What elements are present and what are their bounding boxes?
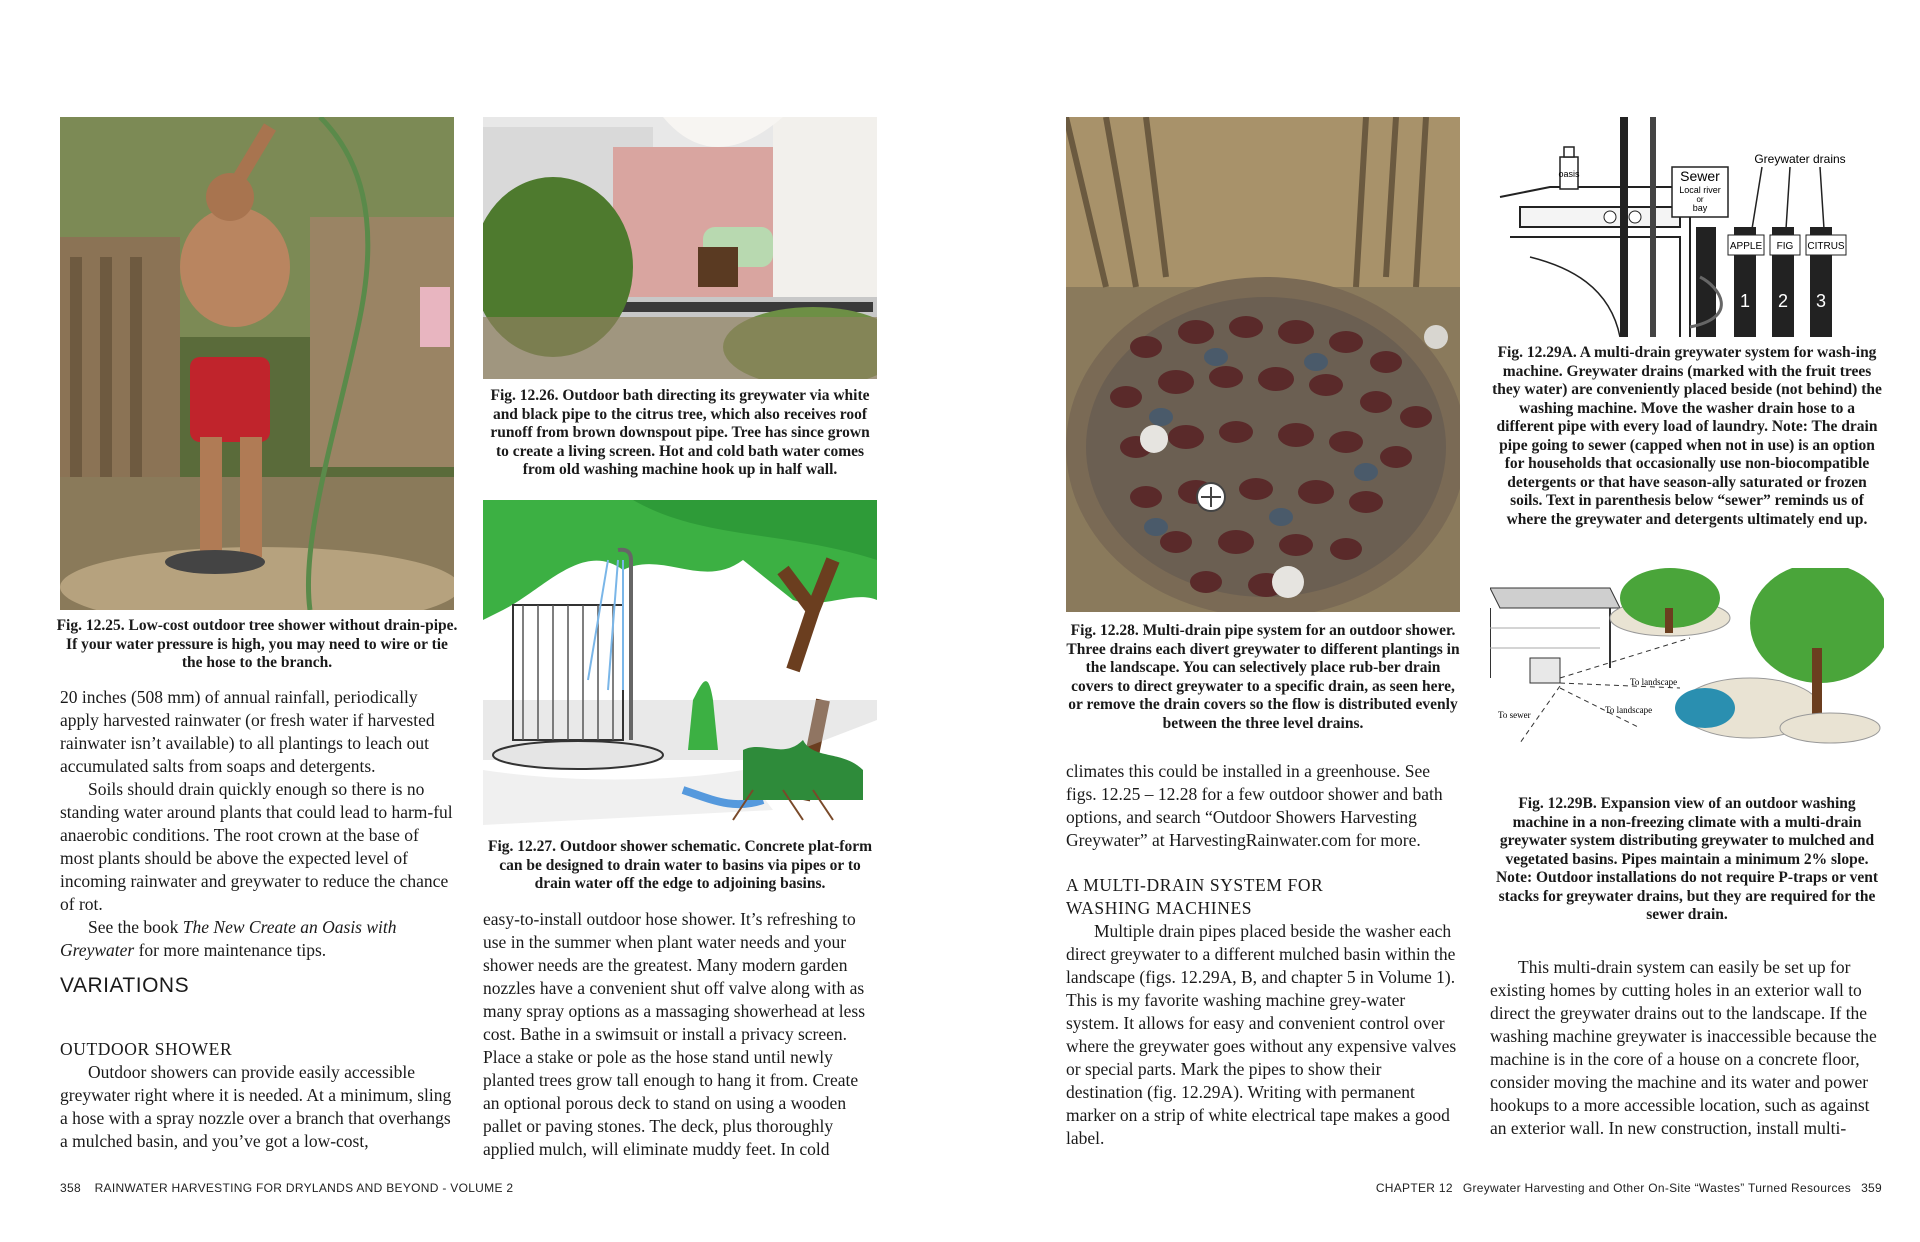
apple-label: APPLE	[1729, 241, 1763, 252]
heading-multidrain-line-2: WASHING MACHINES	[1066, 898, 1253, 918]
to-sewer-label: To sewer	[1498, 710, 1531, 720]
left-footer	[60, 1181, 523, 1195]
left-column-1-lower-text	[60, 1038, 456, 1153]
paragraph: Outdoor showers can provide easily accessible greywater right where it is needed. At a minimum, sling a hose with a spray nozzle over a branch that overhangs a mulched basin, and you’ve got a low-cost,	[60, 1062, 452, 1151]
fig-12-27-caption: Fig. 12.27. Outdoor shower schematic. Concrete plat-form can be designed to drain water to basins via pipes or to drain water off the edge to adjoining basins.	[488, 838, 872, 892]
fig-12-26-caption: Fig. 12.26. Outdoor bath directing its greywater via white and black pipe to the citrus tree, which also receives roof runoff from brown downspout pipe. Tree has since grown to create a living screen. Hot and cold bath water comes from old washing machine hook up in half wall.	[490, 387, 870, 478]
heading-multidrain-line-1: A MULTI-DRAIN SYSTEM FOR	[1066, 875, 1324, 895]
text-span: See the book	[88, 917, 183, 937]
citrus-label: CITRUS	[1807, 241, 1845, 252]
chapter-title: Greywater Harvesting and Other On-Site “Wastes” Turned Resources	[1462, 1181, 1852, 1195]
heading-variations: VARIATIONS	[60, 974, 190, 997]
left-column-1-text	[60, 686, 456, 962]
paragraph: 20 inches (508 mm) of annual rainfall, periodically apply harvested rainwater (or fresh water if harvested rainwater isn’t available) to all plantings to leach out accumulated salts from soaps and detergents.	[60, 687, 435, 776]
fig-12-28-caption: Fig. 12.28. Multi-drain pipe system for an outdoor shower. Three drains each divert greywater to different plantings in the landscape. You can selectively place rub-ber drain covers to direct greywater to a specific drain, as seen here, or remove the drain covers so the flow is distributed evenly between the three level drains.	[1066, 622, 1460, 732]
page-number: 358	[60, 1181, 81, 1195]
page-number: 359	[1861, 1181, 1882, 1195]
paragraph: Soils should drain quickly enough so there is no standing water around plants that could lead to harm-ful anaerobic conditions. The root crown at the base of most plants should be above the expected level of incoming rainwater and greywater to reduce the chance of rot.	[60, 779, 453, 914]
fig-12-29b-caption: Fig. 12.29B. Expansion view of an outdoor washing machine in a non-freezing climate with a multi-drain greywater system distributing greywater to mulched and vegetated basins. Pipes maintain a minimum 2% slope. Note: Outdoor installations do not require P-traps or vent stacks for greywater drains, but they are required for the sewer drain.	[1495, 795, 1879, 923]
paragraph: easy-to-install outdoor hose shower. It’s refreshing to use in the summer when plant water needs and your shower needs are the greatest. Many modern garden nozzles have a convenient shut off valve along with as many spray options as a massaging showerhead at less cost. Bathe in a swimsuit or install a privacy screen. Place a stake or pole as the hose stand until newly planted trees grow tall enough to hang it from. Create an optional porous deck to stand on using a wooden pallet or paving stones. The deck, plus thoroughly applied mulch, will eliminate muddy feet. In cold	[483, 909, 866, 1159]
oasis-bottle-label: oasis	[1558, 169, 1580, 179]
fig-12-28-photo	[1066, 117, 1460, 612]
fig-12-27-illustration	[483, 500, 877, 825]
text-span: for more maintenance tips.	[134, 940, 327, 960]
drain-number-1: 1	[1739, 291, 1751, 311]
book-title-footer: RAINWATER HARVESTING FOR DRYLANDS AND BEYOND - VOLUME 2	[94, 1181, 514, 1195]
fig-12-29a-caption: Fig. 12.29A. A multi-drain greywater system for wash-ing machine. Greywater drains (marked with the fruit trees they water) are conveniently placed beside (not behind) the washing machine. Move the washer drain hose to a different pipe with every load of laundry. Note: The drain pipe going to sewer (capped when not in use) is an option for households that occasionally use non-biocompatible detergents or that have season-ally saturated or frozen soils. Text in parenthesis below “sewer” reminds us of where the greywater and detergents ultimately end up.	[1492, 344, 1882, 528]
chapter-label: CHAPTER 12	[1375, 1181, 1453, 1195]
fig-12-26-photo	[483, 117, 877, 379]
book-title: The New Create an Oasis with Greywater	[60, 917, 397, 960]
paragraph	[60, 916, 456, 962]
fig-label: FIG	[1776, 241, 1794, 252]
drain-number-3: 3	[1815, 291, 1827, 311]
sewer-note-2: or	[1696, 195, 1704, 204]
fig-12-25-caption: Fig. 12.25. Low-cost outdoor tree shower without drain-pipe. If your water pressure is high, you may need to wire or tie the hose to the branch.	[56, 617, 458, 671]
greywater-drains-label: Greywater drains	[1754, 152, 1846, 166]
fig-12-29b-diagram	[1490, 568, 1884, 778]
right-footer	[1376, 1181, 1882, 1195]
to-landscape-label-1: To landscape	[1630, 677, 1678, 687]
left-column-2-text	[483, 908, 879, 1161]
right-column-2-text	[1490, 956, 1886, 1140]
heading-outdoor-shower: OUTDOOR SHOWER	[60, 1039, 233, 1059]
paragraph: This multi-drain system can easily be set up for existing homes by cutting holes in an exterior wall to direct the greywater drains out to the landscape. If the washing machine greywater is inaccessible because the machine is in the core of a house on a concrete floor, consider moving the machine and its water and power hookups to a more accessible location, such as against an exterior wall. In new construction, install multi-	[1490, 957, 1877, 1138]
sewer-note-1: Local river	[1679, 185, 1721, 195]
right-column-1-text	[1066, 760, 1462, 1150]
fig-12-25-photo	[60, 117, 454, 610]
paragraph: Multiple drain pipes placed beside the washer each direct greywater to a different mulched basin within the landscape (figs. 12.29A, B, and chapter 5 in Volume 1). This is my favorite washing machine grey-water system. It allows for easy and convenient control over where the greywater goes without any expensive valves or special parts. Mark the pipes to show their destination (fig. 12.29A). Writing with permanent marker on a strip of white electrical tape makes a good label.	[1066, 921, 1457, 1148]
sewer-label: Sewer	[1680, 168, 1720, 184]
sewer-note-3: bay	[1692, 203, 1708, 213]
fig-12-29a-diagram	[1490, 117, 1884, 337]
paragraph: climates this could be installed in a greenhouse. See figs. 12.25 – 12.28 for a few outdoor shower and bath options, and search “Outdoor Showers Harvesting Greywater” at HarvestingRainwater.com for more.	[1066, 761, 1443, 850]
drain-number-2: 2	[1777, 291, 1789, 311]
to-landscape-label-2: To landscape	[1605, 705, 1653, 715]
